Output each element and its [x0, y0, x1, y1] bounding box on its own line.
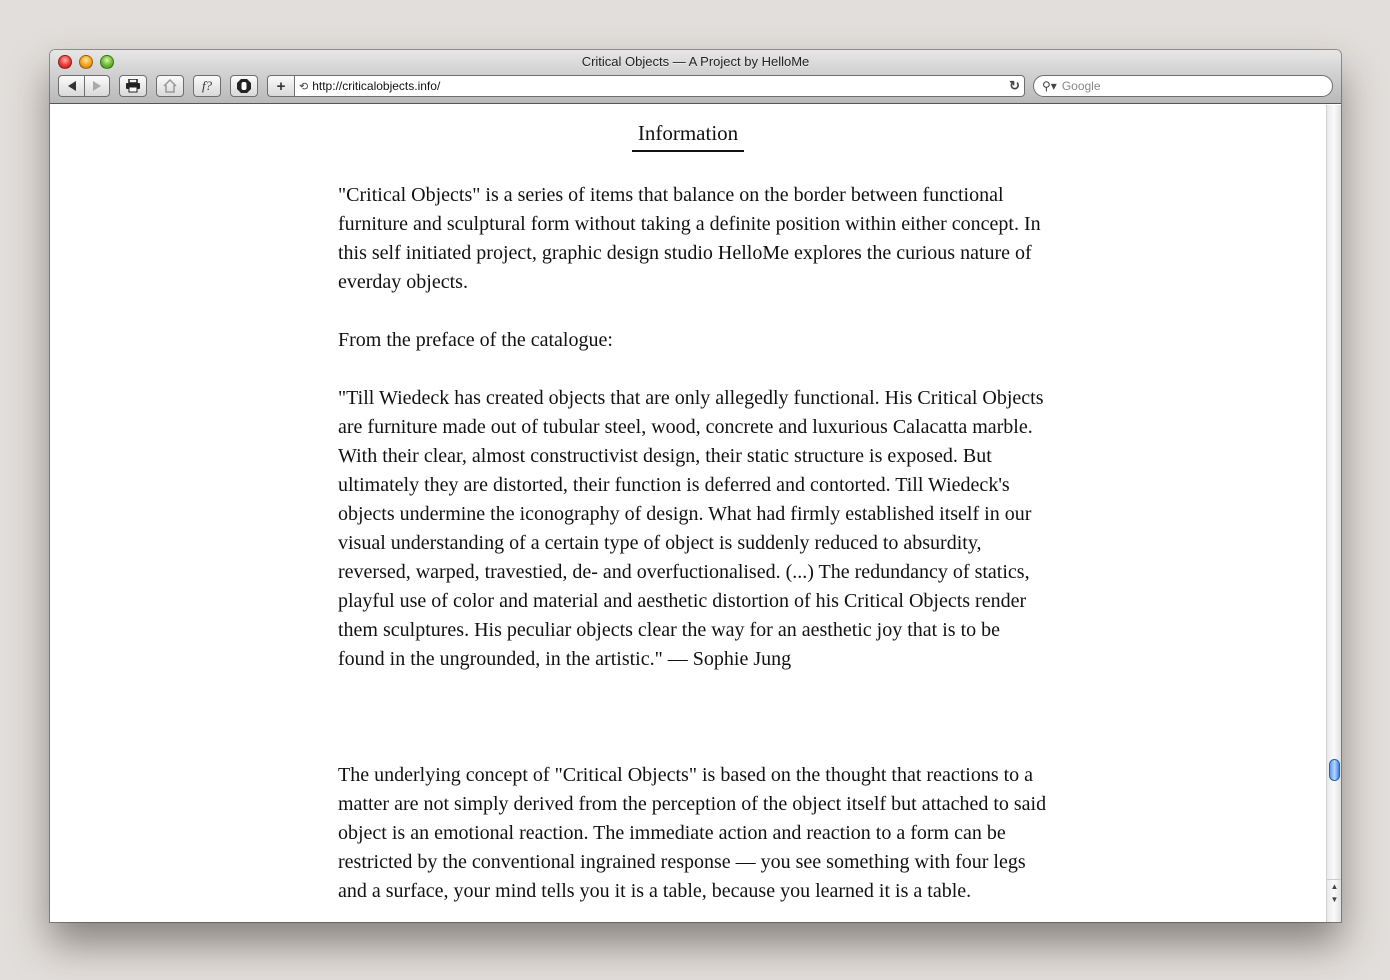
font-button-label: f? — [201, 78, 213, 93]
search-field[interactable] — [1033, 75, 1333, 97]
address-bar — [267, 75, 1025, 97]
url-field[interactable] — [294, 75, 1025, 97]
reload-icon[interactable]: ↻ — [1009, 78, 1020, 93]
page-heading: Information — [632, 121, 744, 152]
print-button[interactable] — [119, 75, 147, 97]
url-text[interactable]: http://criticalobjects.info/ — [312, 79, 441, 93]
home-icon — [162, 79, 178, 93]
font-button[interactable] — [193, 75, 221, 97]
scroll-arrows[interactable] — [1327, 879, 1341, 907]
browser-window — [50, 50, 1341, 922]
forward-arrow-icon — [93, 81, 101, 91]
forward-button[interactable] — [84, 75, 110, 97]
stop-button[interactable] — [230, 75, 258, 97]
search-placeholder: Google — [1061, 79, 1101, 93]
printer-icon — [125, 79, 141, 93]
browser-chrome — [50, 50, 1341, 104]
preface-label: From the preface of the catalogue: — [338, 329, 613, 351]
scroll-down-icon[interactable]: ▼ — [1330, 895, 1339, 904]
scrollbar-thumb[interactable] — [1329, 759, 1340, 781]
intro-paragraph: "Critical Objects" is a series of items that balance on the border between functional furniture and sculptural form without taking a definite position within either concept. In this self initiated project, graphic design studio HelloMe explores the curious nature of everday objects. — [338, 184, 1041, 293]
page-content — [50, 105, 1326, 922]
toolbar — [58, 75, 1333, 97]
quote-paragraph: "Till Wiedeck has created objects that are only allegedly functional. His Critical Objects are furniture made out of tubular steel, wood, concrete and luxurious Calacatta marble. With their clear, almost constructivist design, their static structure is exposed. But ultimately they are distorted, their function is deferred and contorted. Till Wiedeck's objects undermine the iconography of design. What had firmly established itself in our visual understanding of a certain type of object is suddenly reduced to absurdity, reversed, warped, travestied, de- and overfuctionalised. (...) The redundancy of statics, playful use of color and material and aesthetic distortion of his Critical Objects render them sculptures. His peculiar objects clear the way for an aesthetic joy that is to be found in the ungrounded, in the artistic." — Sophie Jung — [338, 387, 1044, 670]
concept-paragraph: The underlying concept of "Critical Objects" is based on the thought that reactions to a matter are not simply derived from the perception of the object itself but attached to said object is an emotional reaction. The immediate action and reaction to a form can be restricted by the conventional ingrained response — you see something with four legs and a surface, your mind tells you it is a table, because you learned it is a table. — [338, 764, 1047, 902]
search-icon[interactable]: ⚲▾ — [1042, 79, 1057, 93]
back-arrow-icon — [68, 81, 76, 91]
home-button[interactable] — [156, 75, 184, 97]
hand-stop-icon — [236, 78, 252, 94]
window-title: Critical Objects — A Project by HelloMe — [581, 54, 810, 69]
scroll-up-icon[interactable]: ▲ — [1330, 882, 1339, 891]
back-button[interactable] — [58, 75, 84, 97]
site-icon: ⟲ — [299, 80, 309, 93]
vertical-scrollbar[interactable] — [1326, 105, 1341, 922]
add-bookmark-button[interactable]: + — [267, 75, 294, 97]
nav-buttons — [58, 75, 110, 97]
